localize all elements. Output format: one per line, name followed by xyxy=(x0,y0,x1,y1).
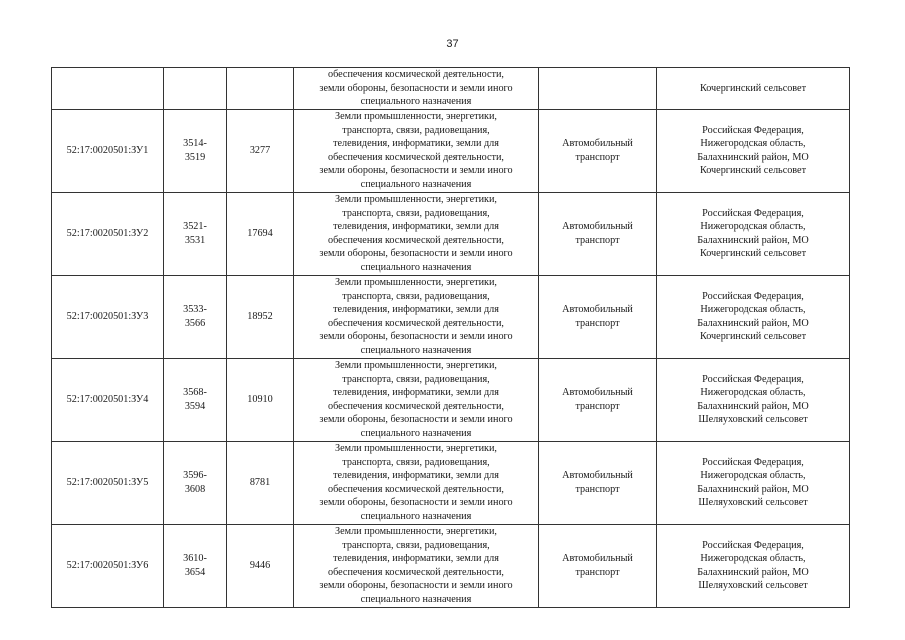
area-cell: 17694 xyxy=(227,192,294,275)
location-cell: Российская Федерация, Нижегородская область, Балахнинский район, МО Шеляуховский сельсовет xyxy=(657,441,850,524)
table-row xyxy=(52,358,850,441)
permitted-use-cell: Автомобильный транспорт xyxy=(539,441,657,524)
permitted-use-cell: Автомобильный транспорт xyxy=(539,275,657,358)
permitted-use-cell xyxy=(539,68,657,110)
location-cell: Российская Федерация, Нижегородская область, Балахнинский район, МО Кочергинский сельсовет xyxy=(657,192,850,275)
permitted-use-cell: Автомобильный транспорт xyxy=(539,358,657,441)
land-category-cell: Земли промышленности, энергетики, транспорта, связи, радиовещания, телевидения, информатики, земли для обеспечения космической деятельности, земли обороны, безопасности и земли иного специального назначения xyxy=(294,275,539,358)
location-cell: Российская Федерация, Нижегородская область, Балахнинский район, МО Шеляуховский сельсовет xyxy=(657,358,850,441)
points-cell: 3568- 3594 xyxy=(164,358,227,441)
cadastral-number-cell: 52:17:0020501:ЗУ4 xyxy=(52,358,164,441)
land-parcels-table xyxy=(51,67,850,608)
land-category-cell: Земли промышленности, энергетики, транспорта, связи, радиовещания, телевидения, информатики, земли для обеспечения космической деятельности, земли обороны, безопасности и земли иного специального назначения xyxy=(294,192,539,275)
area-cell: 18952 xyxy=(227,275,294,358)
table-row xyxy=(52,441,850,524)
points-cell: 3596- 3608 xyxy=(164,441,227,524)
area-cell xyxy=(227,68,294,110)
permitted-use-cell: Автомобильный транспорт xyxy=(539,109,657,192)
cadastral-number-cell xyxy=(52,68,164,110)
cadastral-number-cell: 52:17:0020501:ЗУ3 xyxy=(52,275,164,358)
area-cell: 3277 xyxy=(227,109,294,192)
permitted-use-cell: Автомобильный транспорт xyxy=(539,192,657,275)
area-cell: 9446 xyxy=(227,524,294,607)
land-category-cell: Земли промышленности, энергетики, транспорта, связи, радиовещания, телевидения, информатики, земли для обеспечения космической деятельности, земли обороны, безопасности и земли иного специального назначения xyxy=(294,524,539,607)
location-cell: Кочергинский сельсовет xyxy=(657,68,850,110)
table-row xyxy=(52,192,850,275)
cadastral-number-cell: 52:17:0020501:ЗУ2 xyxy=(52,192,164,275)
points-cell: 3514- 3519 xyxy=(164,109,227,192)
permitted-use-cell: Автомобильный транспорт xyxy=(539,524,657,607)
table-row xyxy=(52,109,850,192)
cadastral-number-cell: 52:17:0020501:ЗУ6 xyxy=(52,524,164,607)
land-category-cell: Земли промышленности, энергетики, транспорта, связи, радиовещания, телевидения, информатики, земли для обеспечения космической деятельности, земли обороны, безопасности и земли иного специального назначения xyxy=(294,441,539,524)
table-row-continuation xyxy=(52,68,850,110)
table-row xyxy=(52,275,850,358)
cadastral-number-cell: 52:17:0020501:ЗУ5 xyxy=(52,441,164,524)
area-cell: 8781 xyxy=(227,441,294,524)
page-number: 37 xyxy=(446,38,459,50)
points-cell xyxy=(164,68,227,110)
cadastral-number-cell: 52:17:0020501:ЗУ1 xyxy=(52,109,164,192)
points-cell: 3610- 3654 xyxy=(164,524,227,607)
area-cell: 10910 xyxy=(227,358,294,441)
land-category-cell: обеспечения космической деятельности, земли обороны, безопасности и земли иного специального назначения xyxy=(294,68,539,110)
location-cell: Российская Федерация, Нижегородская область, Балахнинский район, МО Кочергинский сельсовет xyxy=(657,109,850,192)
table-row xyxy=(52,524,850,607)
land-category-cell: Земли промышленности, энергетики, транспорта, связи, радиовещания, телевидения, информатики, земли для обеспечения космической деятельности, земли обороны, безопасности и земли иного специального назначения xyxy=(294,109,539,192)
points-cell: 3521- 3531 xyxy=(164,192,227,275)
location-cell: Российская Федерация, Нижегородская область, Балахнинский район, МО Шеляуховский сельсовет xyxy=(657,524,850,607)
points-cell: 3533- 3566 xyxy=(164,275,227,358)
location-cell: Российская Федерация, Нижегородская область, Балахнинский район, МО Кочергинский сельсовет xyxy=(657,275,850,358)
land-category-cell: Земли промышленности, энергетики, транспорта, связи, радиовещания, телевидения, информатики, земли для обеспечения космической деятельности, земли обороны, безопасности и земли иного специального назначения xyxy=(294,358,539,441)
